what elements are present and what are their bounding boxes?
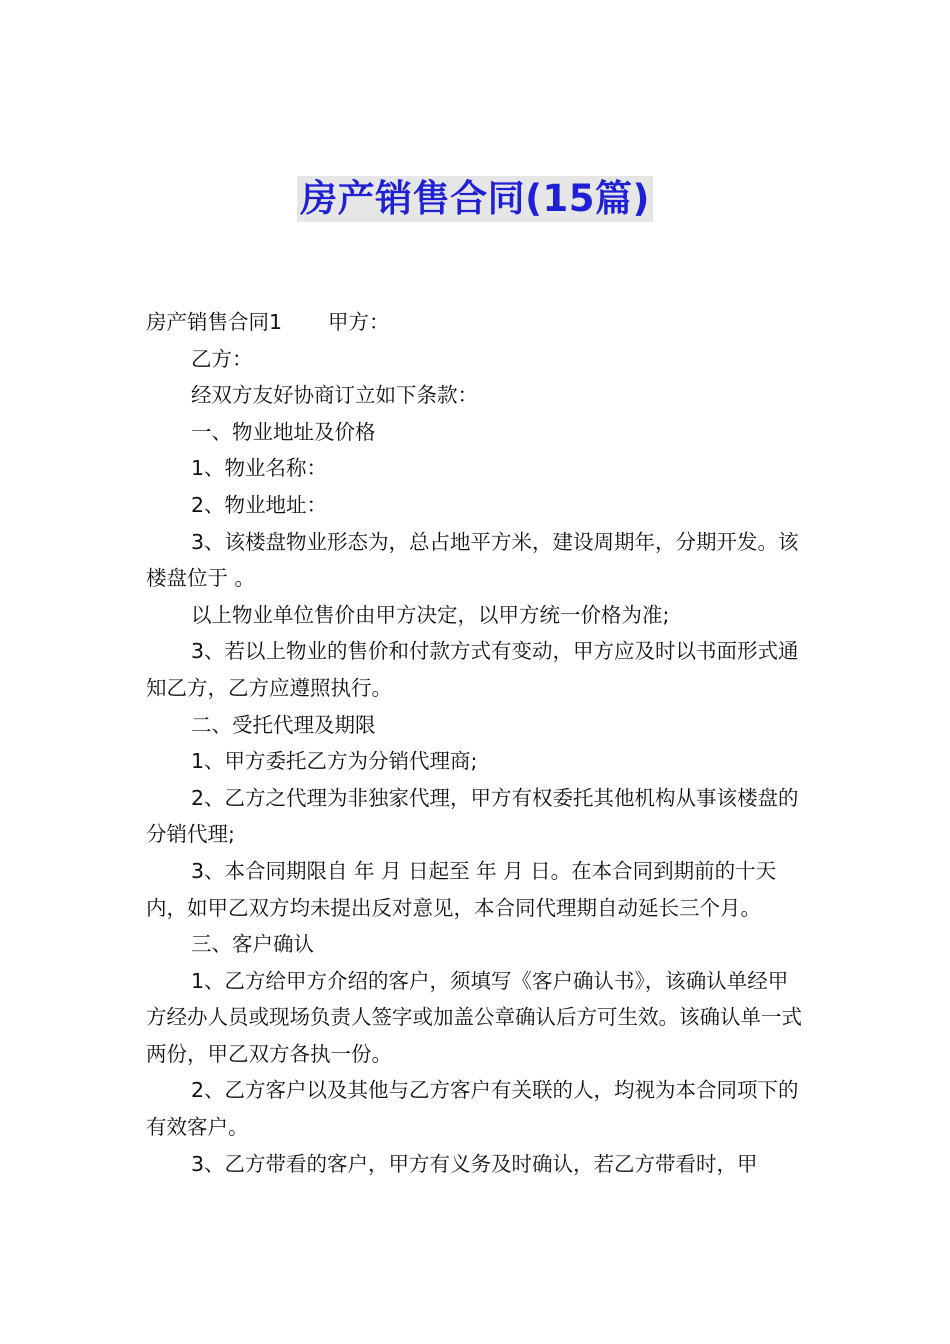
- paragraph: 以上物业单位售价由甲方决定，以甲方统一价格为准;: [191, 602, 670, 627]
- paragraph: 乙方：: [191, 346, 253, 371]
- section-heading: 二、受托代理及期限: [191, 712, 376, 737]
- document-title-block: [0, 176, 950, 222]
- paragraph: 2、物业地址：: [191, 492, 328, 517]
- document-title: 房产销售合同(15篇): [297, 176, 653, 222]
- document-body: [146, 304, 808, 1182]
- paragraph: 3、乙方带看的客户，甲方有义务及时确认，若乙方带看时，甲: [191, 1151, 758, 1176]
- party-a-label: 甲方：: [328, 310, 390, 334]
- paragraph: 3、本合同期限自 年 月 日起至 年 月 日。在本合同到期前的十天内，如甲乙双方均未提出反对意见，本合同代理期自动延长三个月。: [146, 858, 777, 920]
- paragraph: 3、该楼盘物业形态为，总占地平方米，建设周期年，分期开发。该楼盘位于 。: [146, 529, 799, 591]
- section-heading: 三、客户确认: [191, 932, 314, 957]
- paragraph: 3、若以上物业的售价和付款方式有变动，甲方应及时以书面形式通知乙方，乙方应遵照执行。: [146, 639, 799, 700]
- paragraph: 2、乙方客户以及其他与乙方客户有关联的人，均视为本合同项下的有效客户。: [146, 1078, 799, 1140]
- paragraph: 经双方友好协商订立如下条款：: [191, 383, 478, 408]
- paragraph: 1、乙方给甲方介绍的客户，须填写《客户确认书》，该确认单经甲方经办人员或现场负责人签字或加盖公章确认后方可生效。该确认单一式两份，甲乙双方各执一份。: [146, 968, 802, 1066]
- contract-heading: 房产销售合同1: [146, 310, 283, 334]
- first-line: [146, 304, 808, 341]
- paragraph: 1、甲方委托乙方为分销代理商;: [191, 749, 478, 774]
- section-heading: 一、物业地址及价格: [191, 419, 376, 444]
- paragraph: 2、乙方之代理为非独家代理，甲方有权委托其他机构从事该楼盘的分销代理;: [146, 785, 799, 847]
- paragraph: 1、物业名称：: [191, 456, 328, 481]
